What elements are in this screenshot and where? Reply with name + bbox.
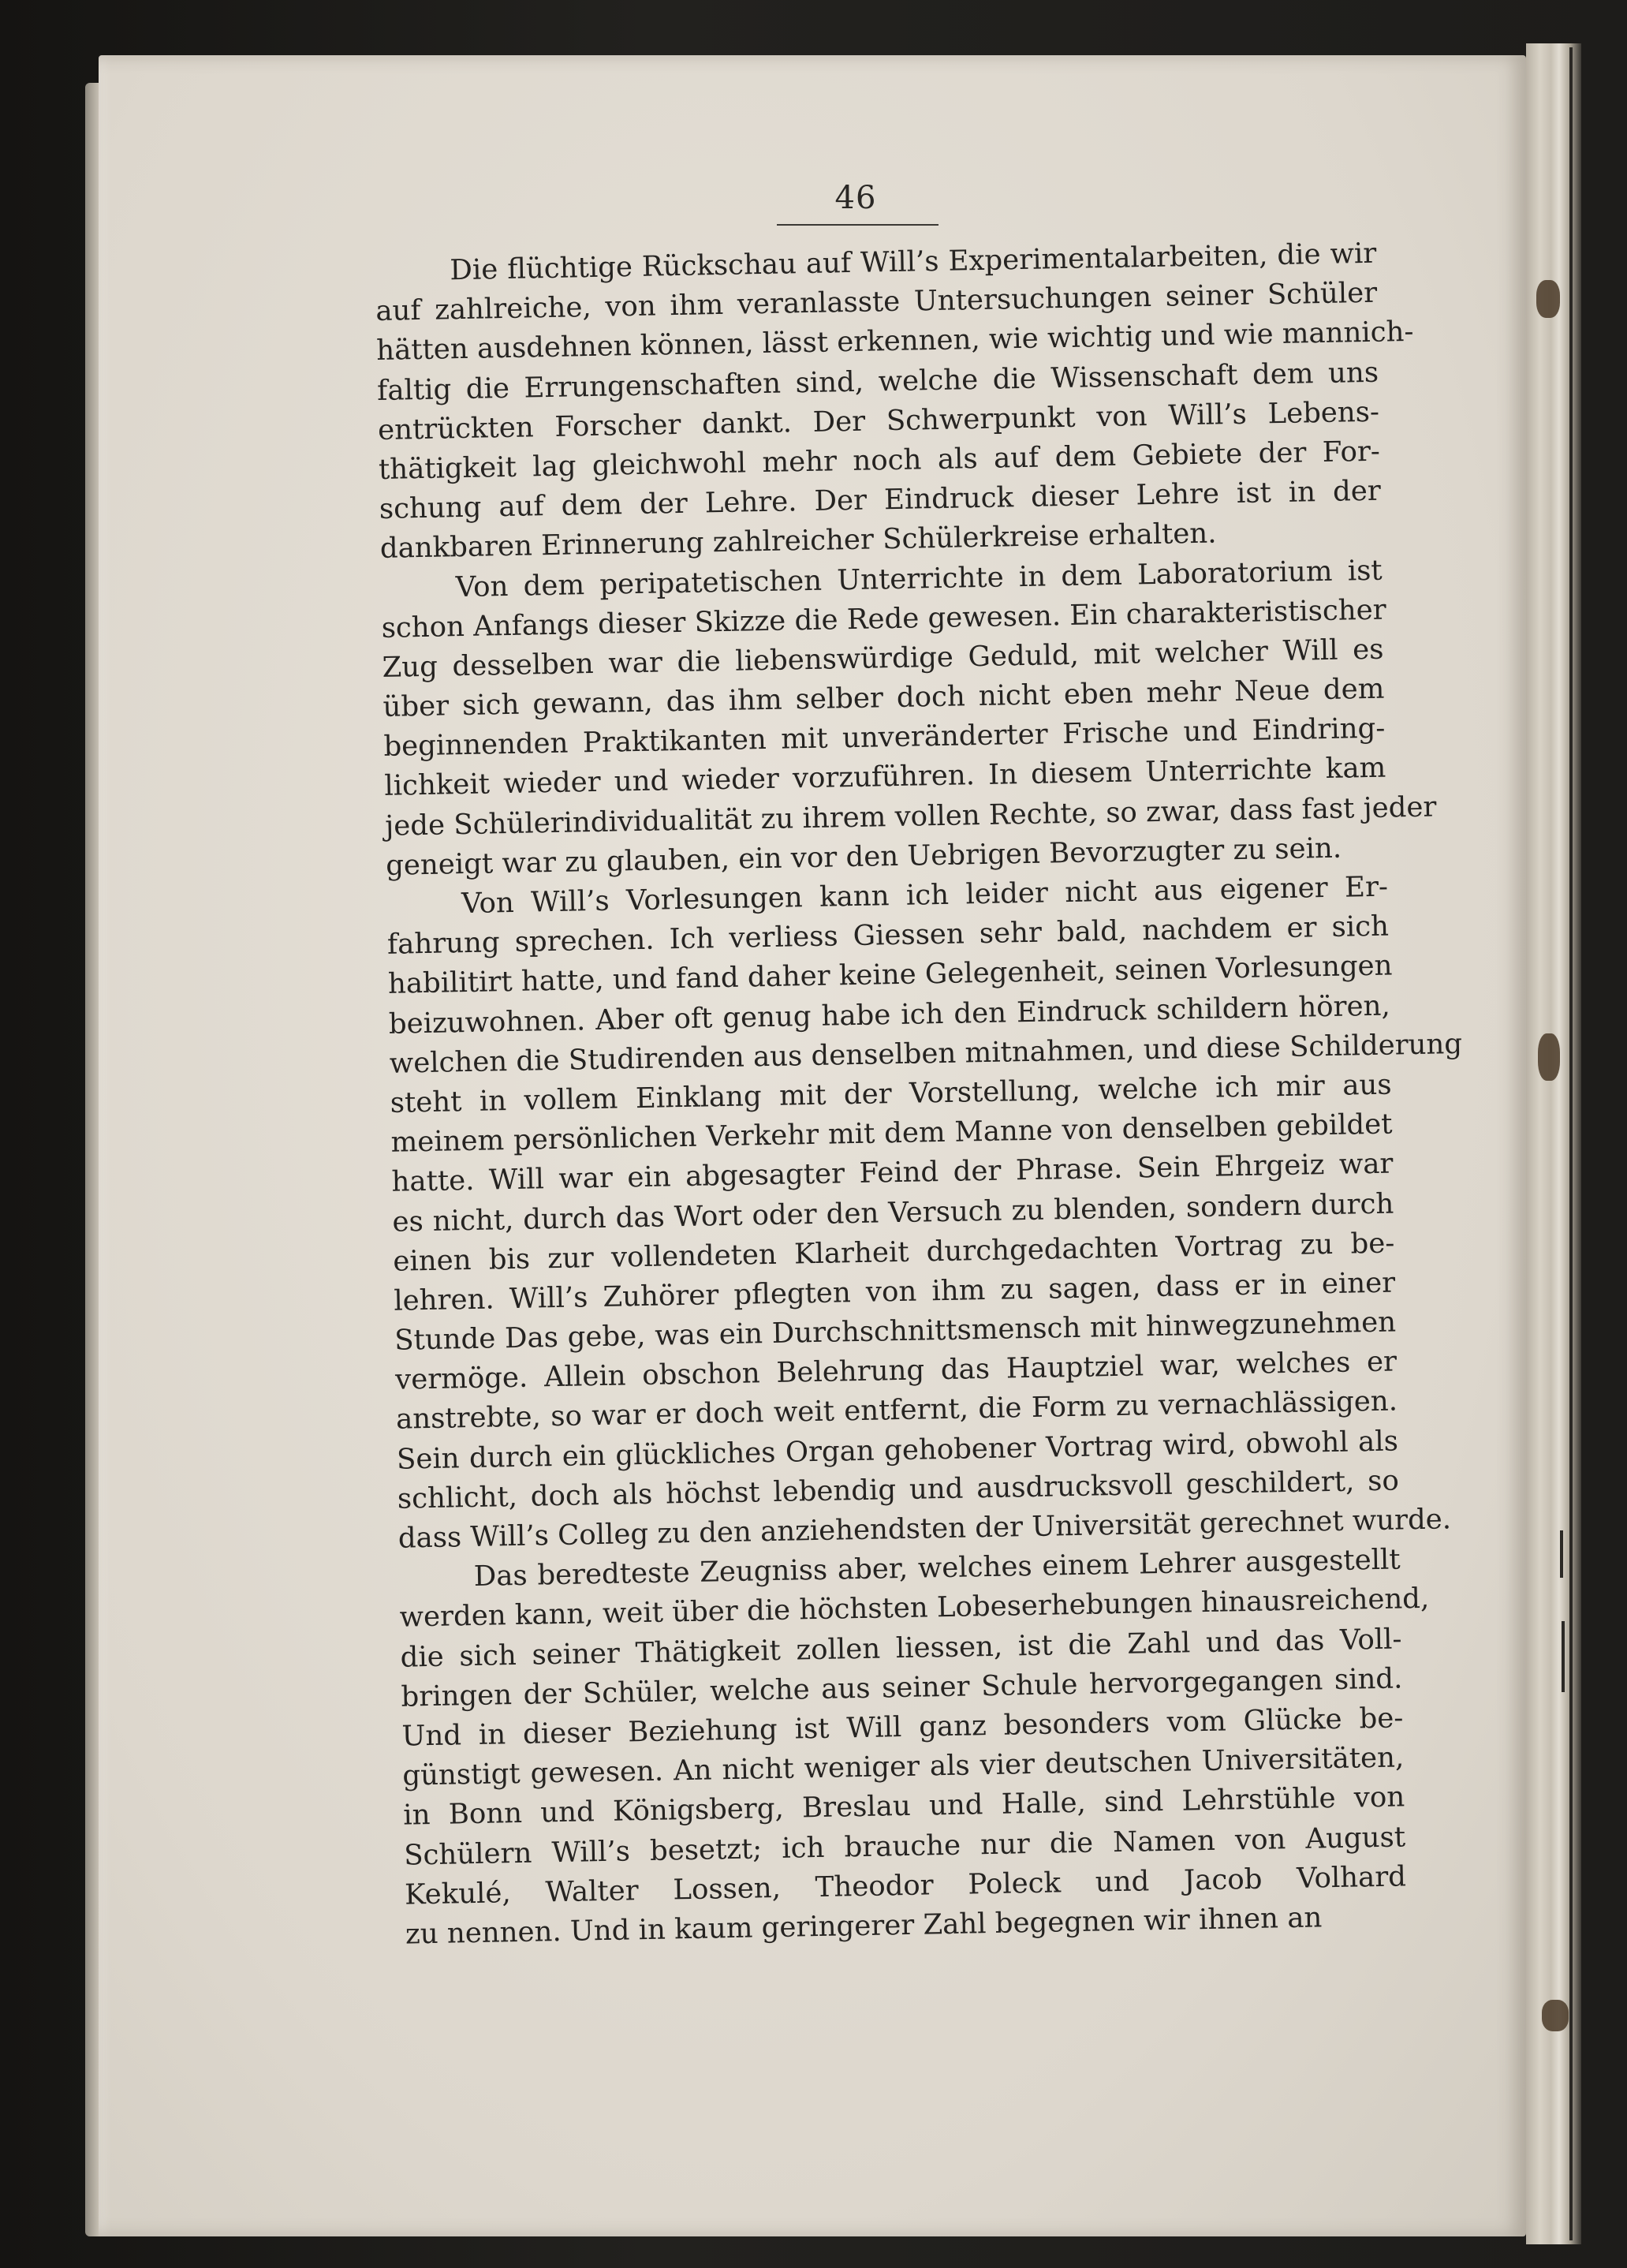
book-gutter	[1526, 43, 1581, 2244]
text-line: Sein durch ein glückliches Organ gehobener Vortrag wird, obwohl als	[396, 1425, 1399, 1476]
gutter-line	[1569, 47, 1573, 2240]
text-line: dankbaren Erinnerung zahlreicher Schülerkreise erhalten.	[379, 517, 1217, 566]
text-line: hatte. Will war ein abgesagter Feind der Phrase. Sein Ehrgeiz war	[391, 1147, 1394, 1199]
text-line: Zug desselben war die liebenswürdige Geduld, mit welcher Will es	[382, 633, 1384, 684]
text-line: einen bis zur vollendeten Klarheit durchgedachten Vortrag zu be-	[393, 1227, 1395, 1278]
paragraph	[380, 551, 1437, 886]
text-line: Kekulé, Walter Lossen, Theodor Poleck und Jacob Volhard	[404, 1860, 1407, 1911]
paragraph	[398, 1541, 1430, 1955]
text-line: die sich seiner Thätigkeit zollen liessen, ist die Zahl und das Voll-	[400, 1622, 1402, 1674]
text-line: geneigt war zu glauben, ein vor den Uebrigen Bevorzugter zu sein.	[385, 831, 1342, 882]
text-line: Schülern Will’s besetzt; ich brauche nur die Namen von August	[403, 1820, 1406, 1872]
text-line: faltig die Errungenschaften sind, welche die Wissenschaft dem uns	[376, 356, 1379, 407]
text-line: welchen die Studirenden aus denselben mitnahmen, und diese Schilderung	[389, 1027, 1463, 1080]
text-line: bringen der Schüler, welche aus seiner Schule hervorgegangen sind.	[401, 1662, 1403, 1713]
text-line: hätten ausdehnen können, lässt erkennen, wie wichtig und wie mannich-	[375, 316, 1414, 368]
body-text	[375, 234, 1463, 1955]
gutter-line	[1560, 1530, 1563, 1578]
binding-thread-mark	[1536, 280, 1560, 318]
text-line: schon Anfangs dieser Skizze die Rede gewesen. Ein charakteristischer	[381, 593, 1386, 645]
paragraph	[375, 234, 1414, 570]
page-number: 46	[834, 180, 877, 216]
text-line: lichkeit wieder und wieder vorzuführen. In diesem Unterrichte kam	[384, 752, 1386, 803]
text-line: günstigt gewesen. An nicht weniger als vier deutschen Universitäten,	[402, 1741, 1405, 1792]
text-line: entrückten Forscher dankt. Der Schwerpunkt von Will’s Lebens-	[377, 395, 1380, 447]
text-line: Die flüchtige Rückschau auf Will’s Experimentalarbeiten, die wir	[450, 237, 1377, 287]
text-line: steht in vollem Einklang mit der Vorstellung, welche ich mir aus	[390, 1068, 1392, 1119]
binding-thread-mark	[1542, 2000, 1569, 2031]
text-line: beizuwohnen. Aber oft genug habe ich den Eindruck schildern hören,	[388, 989, 1391, 1041]
text-line: Von Will’s Vorlesungen kann ich leider nicht aus eigener Er-	[461, 870, 1389, 921]
gutter-line	[1562, 1621, 1565, 1692]
text-line: Das beredteste Zeugniss aber, welches einem Lehrer ausgestellt	[473, 1543, 1401, 1594]
header-rule	[777, 224, 939, 226]
text-line: anstrebte, so war er doch weit entfernt, die Form zu vernachlässigen.	[395, 1384, 1398, 1437]
text-line: jede Schülerindividualität zu ihrem vollen Rechte, so zwar, dass fast jeder	[384, 790, 1437, 843]
text-line: fahrung sprechen. Ich verliess Giessen sehr bald, nachdem er sich	[386, 910, 1390, 962]
text-line: habilitirt hatte, und fand daher keine Gelegenheit, seinen Vorlesungen	[387, 949, 1393, 1001]
text-line: Und in dieser Beziehung ist Will ganz besonders vom Glücke be-	[401, 1702, 1404, 1753]
text-line: Von dem peripatetischen Unterrichte in dem Laboratorium ist	[455, 554, 1383, 603]
text-line: meinem persönlichen Verkehr mit dem Manne von denselben gebildet	[390, 1108, 1393, 1159]
text-line: lehren. Will’s Zuhörer pflegten von ihm zu sagen, dass er in einer	[393, 1266, 1396, 1317]
text-line: auf zahlreiche, von ihm veranlasste Untersuchungen seiner Schüler	[375, 276, 1378, 328]
text-line: es nicht, durch das Wort oder den Versuch zu blenden, sondern durch	[392, 1187, 1394, 1239]
binding-thread-mark	[1538, 1033, 1560, 1081]
text-line: über sich gewann, das ihm selber doch nicht eben mehr Neue dem	[382, 672, 1385, 723]
text-line: thätigkeit lag gleichwohl mehr noch als auf dem Gebiete der For-	[378, 435, 1381, 486]
text-line: Stunde Das gebe, was ein Durchschnittsmensch mit hinwegzunehmen	[394, 1306, 1397, 1357]
text-line: in Bonn und Königsberg, Breslau und Halle, sind Lehrstühle von	[402, 1780, 1405, 1832]
text-line: schlicht, doch als höchst lebendig und ausdrucksvoll geschildert, so	[397, 1464, 1400, 1515]
text-line: werden kann, weit über die höchsten Lobeserhebungen hinausreichend,	[399, 1582, 1430, 1635]
text-line: beginnenden Praktikanten mit unveränderter Frische und Eindring-	[383, 712, 1386, 764]
text-line: schung auf dem der Lehre. Der Eindruck dieser Lehre ist in der	[379, 474, 1382, 526]
text-line: dass Will’s Colleg zu den anziehendsten der Universität gerechnet wurde.	[397, 1503, 1452, 1555]
text-line: zu nennen. Und in kaum geringerer Zahl begegnen wir ihnen an	[405, 1901, 1323, 1951]
paragraph	[386, 868, 1463, 1559]
text-line: vermöge. Allein obschon Belehrung das Hauptziel war, welches er	[394, 1345, 1398, 1397]
